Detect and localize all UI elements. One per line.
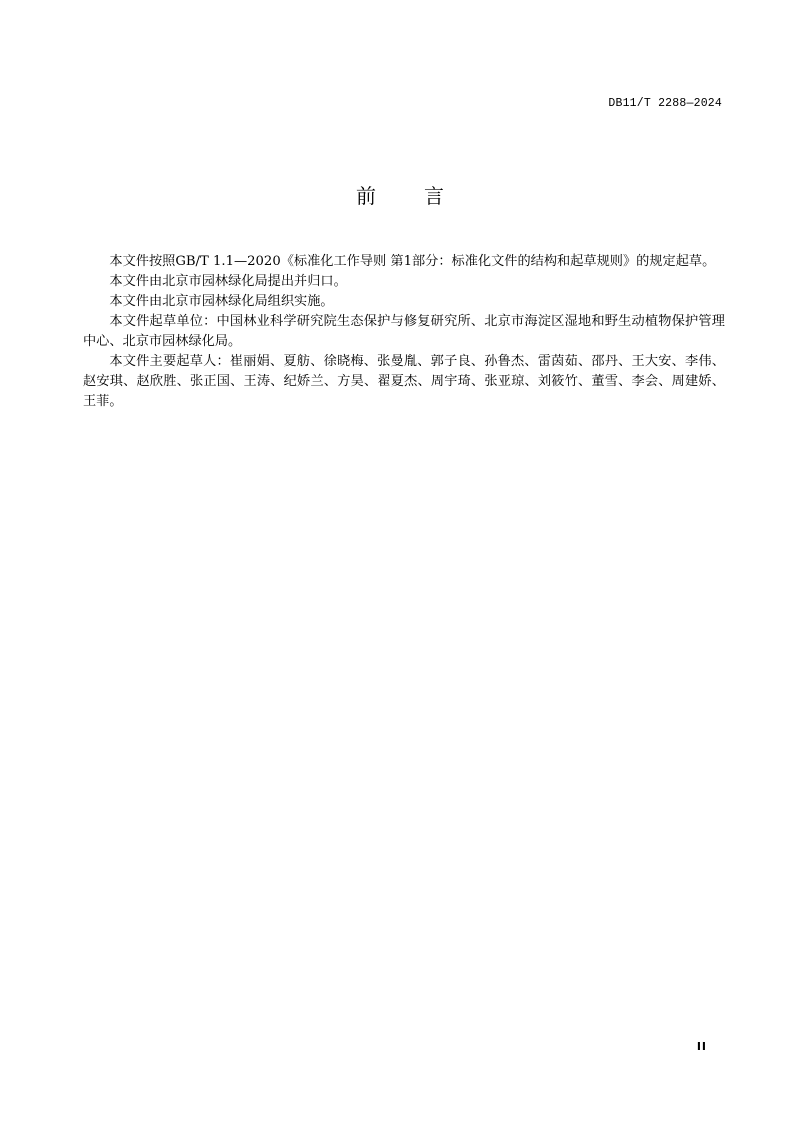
- paragraph-implementer: 本文件由北京市园林绿化局组织实施。: [109, 294, 334, 309]
- paragraph-drafting-rules: 本文件按照GB/T 1.1—2020《标准化工作导则 第1部分：标准化文件的结构和起草规则》的规定起草。: [109, 254, 716, 269]
- foreword-body: [83, 252, 725, 412]
- paragraph-proposer: 本文件由北京市园林绿化局提出并归口。: [109, 274, 347, 289]
- paragraph-drafters: 本文件主要起草人：崔丽娟、夏舫、徐晓梅、张曼胤、郭子良、孙鲁杰、雷茵茹、邵丹、王大安、李伟、赵安琪、赵欣胜、张正国、王涛、纪娇兰、方昊、翟夏杰、周宇琦、张亚琼、刘筱竹、董雪、李会、周建娇、王菲。: [83, 354, 725, 409]
- page-number: II: [696, 1040, 707, 1053]
- document-code: DB11/T 2288—2024: [608, 97, 722, 110]
- title-char-1: 前: [356, 184, 376, 208]
- title-char-2: 言: [424, 184, 444, 208]
- paragraph-drafting-units: 本文件起草单位：中国林业科学研究院生态保护与修复研究所、北京市海淀区湿地和野生动植物保护管理中心、北京市园林绿化局。: [83, 314, 725, 349]
- page-title: [0, 180, 800, 209]
